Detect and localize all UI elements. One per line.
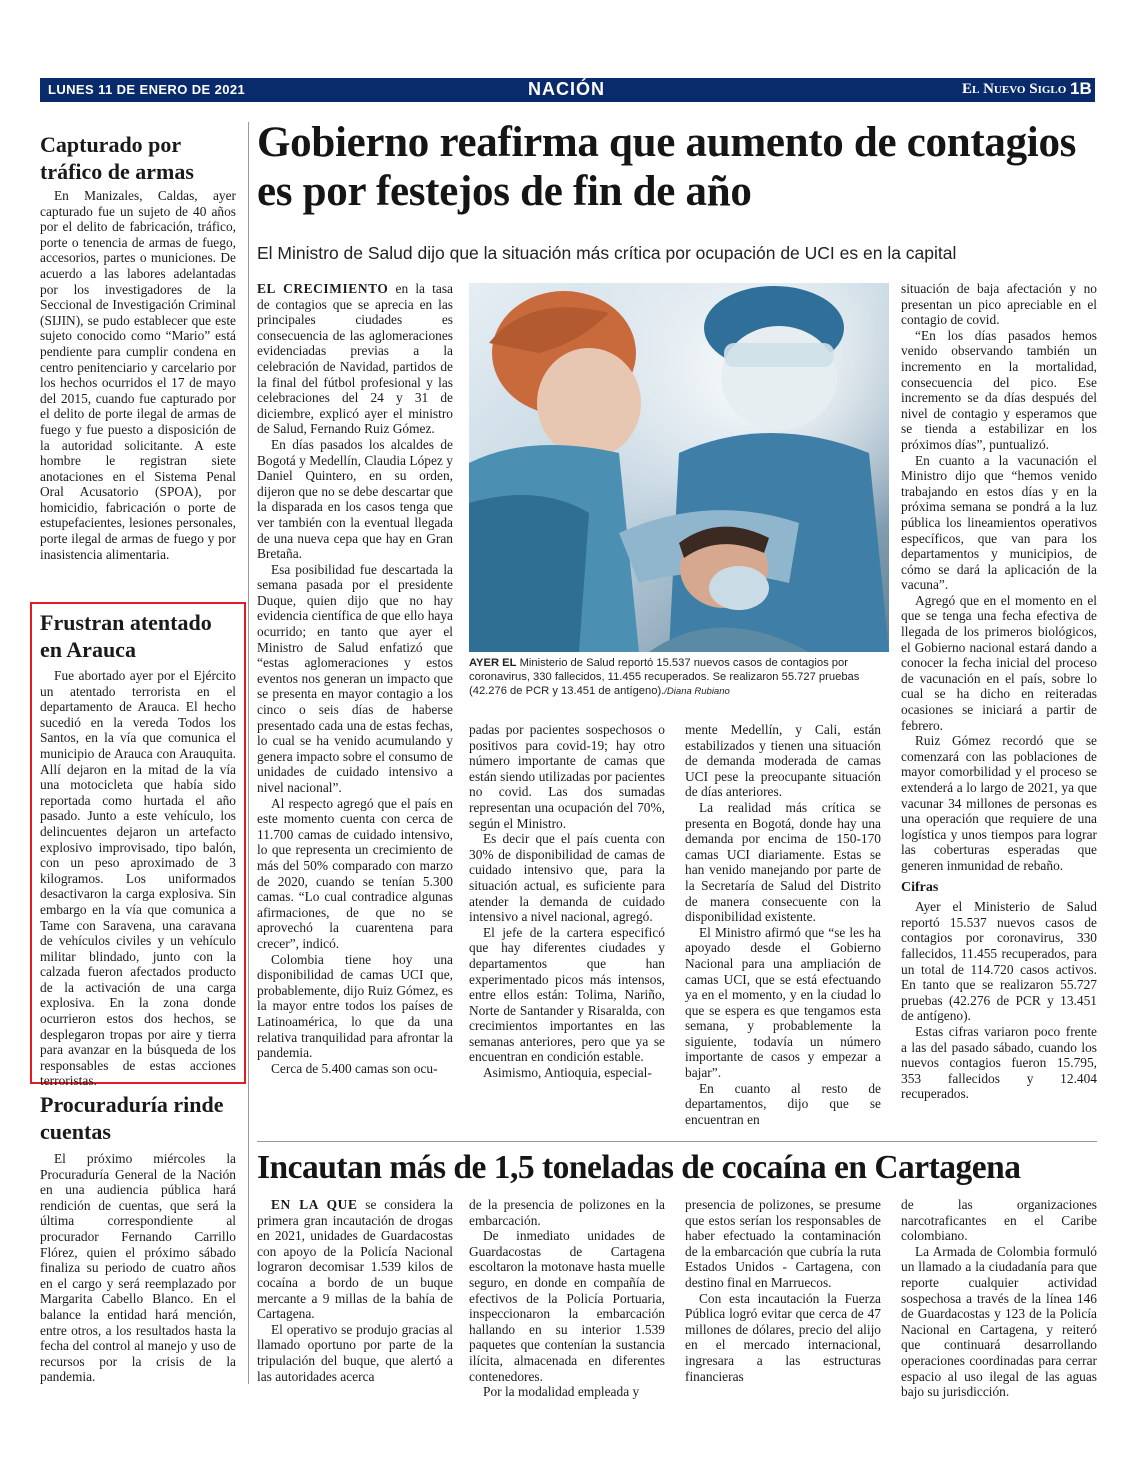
paragraph: Con esta incautación la Fuerza Pública logró evitar que cerca de 47 millones de dólares, precio del alijo en el mercado internacional, ingresara a las estructuras financieras — [685, 1290, 881, 1384]
paragraph: Agregó que en el momento en el que se tenga una fecha efectiva de llegada de los primeros biológicos, el Gobierno nacional estará dando a conocer la fecha inicial del proceso de vacunación en el país, sobre lo cual se ha dicho en reiteradas ocasiones se iniciará a partir de febrero. — [901, 592, 1097, 733]
paragraph: situación de baja afectación y no presentan un pico apreciable en el contagio de covid. — [901, 281, 1097, 328]
page-header-bar — [40, 78, 1095, 102]
paragraph: En cuanto a la vacunación el Ministro dijo que “hemos venido trabajando en estos días y en la próxima semana se pondrá a la luz pública los lineamientos operativos específicos, que van para los departamentos y municipios, de cómo se dará la aplicación de la vacuna”. — [901, 452, 1097, 593]
story-title: Capturado por tráfico de armas — [40, 132, 194, 184]
paragraph: La realidad más crítica se presenta en Bogotá, donde hay una demanda por encima de 150-170 camas UCI diariamente. Estas se han venido manejando por parte de la Secretaría de Salud del Distrito de manera consecuente con la disponibilidad existente. — [685, 799, 881, 925]
medical-test-illustration — [469, 283, 889, 652]
paragraph: de la presencia de polizones en la embarcación. — [469, 1197, 665, 1228]
paragraph: presencia de polizones, se presume que estos serían los responsables de haber efectuado la contaminación de la embarcación que cubría la ruta Estados Unidos - Cartagena, con destino final en Marruecos. — [685, 1197, 881, 1290]
paragraph: Colombia tiene hoy una disponibilidad de camas UCI que, probablemente, dijo Ruiz Gómez, es la mayor entre todos los países de Latinoamérica, lo que da una relativa tranquilidad para afrontar la pandemia. — [257, 951, 453, 1061]
story-title: Procuraduría rinde cuentas — [40, 1092, 224, 1144]
paragraph: Fue abortado ayer por el Ejército un atentado terrorista en el departamento de Arauca. El hecho sucedió en la vereda Todos los Santos, en la vía que comunica el municipio de Arauca con Arauquita. Allí dejaron en la mitad de la vía una motocicleta que había sido reportada como hurtada el año pasado. Junto a este vehículo, los delincuentes dejaron un artefacto explosivo improvisado, tipo balón, con un peso aproximado de 3 kilogramos. Los uniformados desactivaron la carga explosiva. Sin embargo en la vía que comunica a Tame con Saravena, una caravana de vehículos civiles y un vehículo militar blindado, junto con la calzada fueron afectados producto de la activación de una carga explosiva. En la zona donde ocurrieron estos dos hechos, se desplegaron tropas por aire y tierra para avanzar en la búsqueda de los responsables de estas acciones terroristas. — [40, 668, 236, 1089]
story-body — [40, 668, 236, 1089]
lead-paragraph-text: se considera la primera gran incautación de drogas en 2021, unidades de Guardacostas con apoyo de la Policía Nacional lograron decomisar 1.539 kilos de cocaína a bordo de un buque mercante a 9 millas de la bahía de Cartagena. — [257, 1197, 454, 1322]
paragraph: De inmediato unidades de Guardacostas de Cartagena escoltaron la motonave hasta muelle seguro, en donde en compañía de efectivos de la Policía Portuaria, inspeccionaron la embarcación hallando en su interior 1.539 paquetes que contenían la sustancia ilícita, almacenada en diferentes contenedores. — [469, 1228, 665, 1384]
paragraph: mente Medellín, y Cali, están estabilizados y tienen una situación de demanda moderada de camas UCI pese la preocupante situación de días anteriores. — [685, 722, 881, 800]
issue-date: LUNES 11 DE ENERO DE 2021 — [48, 82, 246, 97]
paragraph: En días pasados los alcaldes de Bogotá y Medellín, Claudia López y Daniel Quintero, en su orden, dijeron que no se debe descartar que la disparada en los casos tenga que ver también con la eventual llegada de una nueva cepa que hay en Gran Bretaña. — [257, 436, 453, 562]
paragraph — [257, 281, 453, 437]
section-name: NACIÓN — [528, 79, 605, 99]
story-body — [40, 1151, 236, 1385]
sidebar-story-procuraduria — [40, 1091, 236, 1385]
paragraph: El próximo miércoles la Procuraduría General de la Nación en una audiencia pública hará rendición de cuentas, que será la última correspondiente al procurador Fernando Carrillo Flórez, quien el próximo sábado finaliza su periodo de cuatro años en el cargo y será reemplazado por Margarita Cabello Blanco. En el balance la entidad hará mención, entre otros, a los resultados hasta la fecha del control al manejo y uso de recursos por la crisis de la pandemia. — [40, 1151, 236, 1385]
paragraph: de las organizaciones narcotraficantes en el Caribe colombiano. — [901, 1197, 1097, 1244]
news-photo — [469, 283, 889, 652]
paragraph: Estas cifras variaron poco frente a las del pasado sábado, cuando los nuevos contagios fueron 15.795, 353 fallecidos y 12.404 recuperados. — [901, 1023, 1097, 1102]
main-column-1 — [257, 281, 453, 1076]
story-title: Frustran atentado en Arauca — [40, 610, 212, 662]
subhead: Cifras — [901, 879, 939, 895]
main-column-4 — [901, 281, 1097, 1102]
main-headline: Gobierno reafirma que aumento de contagios es por festejos de fin de año — [257, 119, 1077, 215]
caption-lead: AYER EL — [469, 657, 517, 669]
newspaper-brand: El Nuevo Siglo — [962, 81, 1067, 97]
paragraph: En cuanto al resto de departamentos, dijo que se encuentran en — [685, 1080, 881, 1127]
paragraph: Asimismo, Antioquia, especial- — [483, 1065, 652, 1081]
photo-credit: /Diana Rubiano — [664, 686, 730, 698]
column-divider — [248, 122, 249, 1384]
main-column-2 — [469, 722, 665, 1081]
paragraph — [257, 1197, 453, 1322]
story-body — [40, 188, 236, 562]
paragraph: Ayer el Ministerio de Salud reportó 15.537 nuevos casos de contagios por coronavirus, 330 fallecidos, 11.455 recuperados, para un total de 114.720 casos activos. En tanto que se realizaron 55.727 pruebas (42.276 de PCR y 13.451 de antígeno). — [901, 899, 1097, 1024]
story-divider — [257, 1141, 1097, 1142]
sidebar-story-arauca — [40, 609, 236, 1089]
paragraph: El operativo se produjo gracias al llamado oportuno por parte de la tripulación del buque, que alertó a las autoridades acerca — [257, 1321, 453, 1384]
paragraph: Esa posibilidad fue descartada la semana pasada por el presidente Duque, quien dijo que no hay evidencia científica de que ello haya ocurrido; en tanto que ayer el Ministro de Salud enfatizó que “estas aglomeraciones y estos eventos nos generan un impacto que se presenta en mayor contagio a los cinco o seis días de haberse presentado cada una de estas fechas, lo cual se ha venido acumulando y genera impacto sobre el consumo de unidades de cuidado intensivo a nivel nacional”. — [257, 561, 453, 795]
paragraph: El Ministro afirmó que “se les ha apoyado desde el Gobierno Nacional para una ampliación de camas UCI, que se está efectuando ya en el momento, y en la ciudad lo que se espera es que tengamos esta semana, y probablemente la siguiente, todavía un número importante de casos y empezar a bajar”. — [685, 924, 881, 1081]
second-column-1 — [257, 1197, 453, 1384]
lead-in: EL CRECIMIENTO — [257, 281, 389, 296]
paragraph: Es decir que el país cuenta con 30% de disponibilidad de camas de cuidado intensivo que, para la situación actual, es suficiente para atender la demanda de cuidado intensivo a nivel nacional, agregó. — [469, 831, 665, 925]
paragraph: padas por pacientes sospechosos o positivos para covid-19; hay otro número importante de camas que están siendo utilizadas por pacientes no covid. Las dos sumadas representan una ocupación del 70%, según el Ministro. — [469, 722, 665, 831]
page-number: 1B — [1070, 79, 1092, 98]
main-column-3 — [685, 722, 881, 1127]
paragraph: El jefe de la cartera especificó que hay diferentes ciudades y departamentos que han experimentado picos más intensos, entre ellos están: Tolima, Nariño, Norte de Santander y Risaralda, con crecimientos importantes en las semanas anteriores, pero que ya se encuentran en condición estable. — [469, 924, 665, 1065]
second-column-4 — [901, 1197, 1097, 1400]
paragraph: Al respecto agregó que el país en este momento cuenta con cerca de 11.700 camas de cuidado intensivo, lo que representa un crecimiento de más del 50% comparado con marzo de 2020, cuando se tenían 5.300 camas. “Lo cual contradice algunas afirmaciones, de que no se aprovechó la cuarentena para crecer”, indicó. — [257, 795, 453, 951]
main-deck: El Ministro de Salud dijo que la situación más crítica por ocupación de UCI es en la capital — [257, 243, 957, 263]
paragraph: Cerca de 5.400 camas son ocu- — [271, 1060, 438, 1076]
paragraph: “En los días pasados hemos venido observando también un incremento en la mortalidad, consecuencia del pico. Ese incremento se da días después del nivel de contagio y esperamos que se tienda a estabilizar en los próximos días”, puntualizó. — [901, 327, 1097, 452]
paragraph: En Manizales, Caldas, ayer capturado fue un sujeto de 40 años por el delito de fabricación, tráfico, porte o tenencia de armas de fuego, accesorios, partes o municiones. De acuerdo a las labores adelantadas por los investigadores de la Seccional de Investigación Criminal (SIJIN), se pudo establecer que este sujeto conocido como “Mario” está pendiente para cumplir condena en centro penitenciario y carcelario por los hechos ocurridos el 17 de mayo del 2015, cuando fue capturado por el delito de porte ilegal de armas de fuego y fue puesto a disposición de la autoridad solicitante. A este hombre le registran siete anotaciones en el Sistema Penal Oral Acusatorio (SPOA), por homicidio, fabricación o porte de estupefacientes, lesiones personales, porte ilegal de armas de fuego y por inasistencia alimentaria. — [40, 188, 236, 562]
lead-in: EN LA QUE — [271, 1197, 358, 1212]
lead-paragraph-text: en la tasa de contagios que se aprecia en las principales ciudades es consecuencia de las aglomeraciones evidenciadas previas a la celebración de Navidad, partidos de la final del fútbol profesional y las celebraciones del 24 y 31 de diciembre, explicó ayer el ministro de Salud, Fernando Ruiz Gómez. — [257, 281, 453, 437]
second-column-3 — [685, 1197, 881, 1384]
sidebar-story-weapons — [40, 131, 236, 562]
second-headline: Incautan más de 1,5 toneladas de cocaína en Cartagena — [257, 1149, 1021, 1186]
paragraph: Ruiz Gómez recordó que se comenzará con las poblaciones de mayor comorbilidad y el proceso se extenderá a lo largo de 2021, ya que vacunar 34 millones de personas es una operación que requiere de una logística y unos tiempos para lograr las coberturas esperadas que generen inmunidad de rebaño. — [901, 733, 1097, 873]
caption-text: Ministerio de Salud reportó 15.537 nuevos casos de contagios por coronavirus, 330 fallecidos, 11.455 recuperados. Se realizaron 55.727 pruebas (42.276 de PCR y 13.451 de antígeno). — [469, 657, 860, 698]
paragraph: La Armada de Colombia formuló un llamado a la ciudadanía para que reporte cualquier actividad sospechosa a través de la línea 146 de Guardacostas y 123 de la Policía Nacional en Cartagena, y reiteró que continuará desarrollando operaciones coordinadas para cerrar espacio al uso ilegal de las aguas bajo su jurisdicción. — [901, 1243, 1097, 1400]
second-column-2 — [469, 1197, 665, 1400]
paragraph: Por la modalidad empleada y — [483, 1384, 640, 1400]
photo-caption — [469, 656, 889, 700]
